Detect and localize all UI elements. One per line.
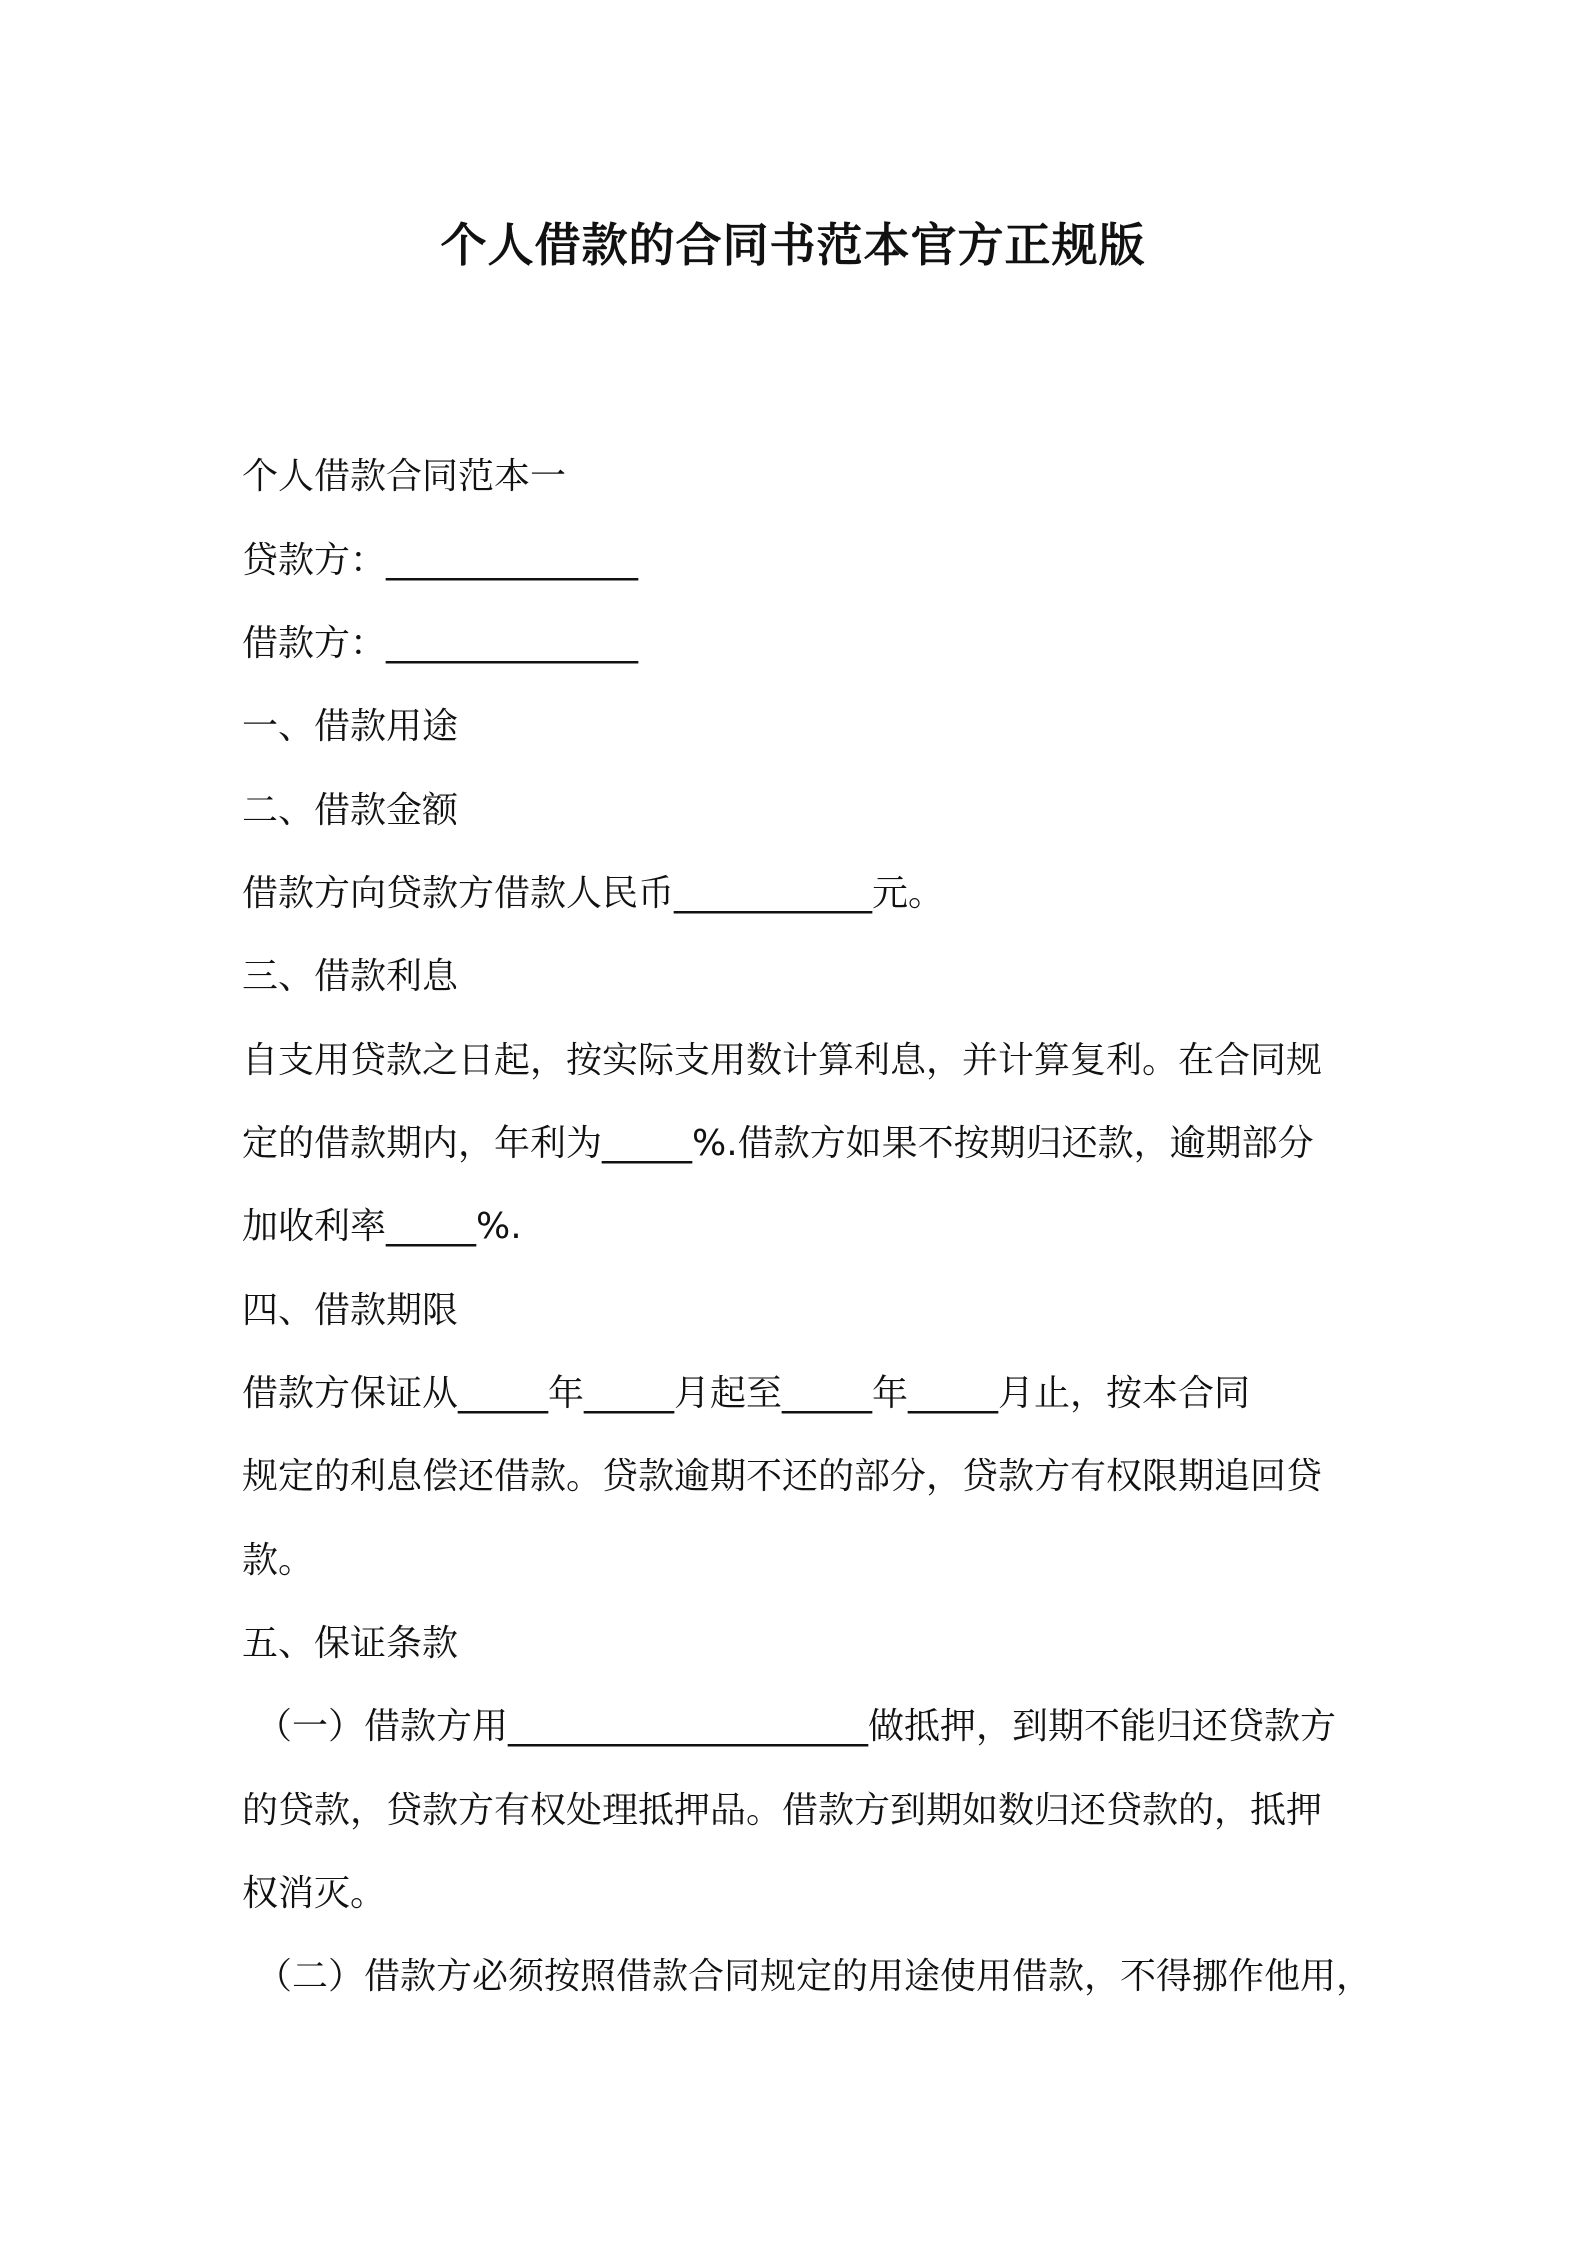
borrower-field: 借款方：______________ [242, 623, 639, 664]
paragraph-line: 权消灭。 [242, 1873, 387, 1914]
clause-heading-interest: 三、借款利息 [242, 956, 459, 997]
paragraph-line: （一）借款方用____________________做抵押，到期不能归还贷款方 [256, 1706, 1337, 1747]
section-heading: 个人借款合同范本一 [242, 456, 567, 497]
document-title: 个人借款的合同书范本官方正规版 [440, 218, 1146, 272]
paragraph-line: 加收利率_____%. [242, 1206, 522, 1247]
paragraph-line: 借款方保证从_____年_____月起至_____年_____月止，按本合同 [242, 1373, 1251, 1414]
paragraph-line: 款。 [242, 1540, 315, 1581]
paragraph-line: 借款方向贷款方借款人民币___________元。 [242, 873, 945, 914]
clause-heading-purpose: 一、借款用途 [242, 706, 459, 747]
paragraph-line: 规定的利息偿还借款。贷款逾期不还的部分，贷款方有权限期追回贷 [242, 1456, 1323, 1497]
paragraph-line: 定的借款期内，年利为_____%.借款方如果不按期归还款，逾期部分 [242, 1123, 1314, 1164]
clause-heading-term: 四、借款期限 [242, 1290, 459, 1331]
clause-heading-amount: 二、借款金额 [242, 790, 459, 831]
paragraph-line: 自支用贷款之日起，按实际支用数计算利息，并计算复利。在合同规 [242, 1040, 1323, 1081]
clause-heading-guarantee: 五、保证条款 [242, 1623, 459, 1664]
paragraph-line: （二）借款方必须按照借款合同规定的用途使用借款，不得挪作他用， [256, 1956, 1373, 1997]
lender-field: 贷款方：______________ [242, 540, 639, 581]
paragraph-line: 的贷款，贷款方有权处理抵押品。借款方到期如数归还贷款的，抵押 [242, 1790, 1323, 1831]
